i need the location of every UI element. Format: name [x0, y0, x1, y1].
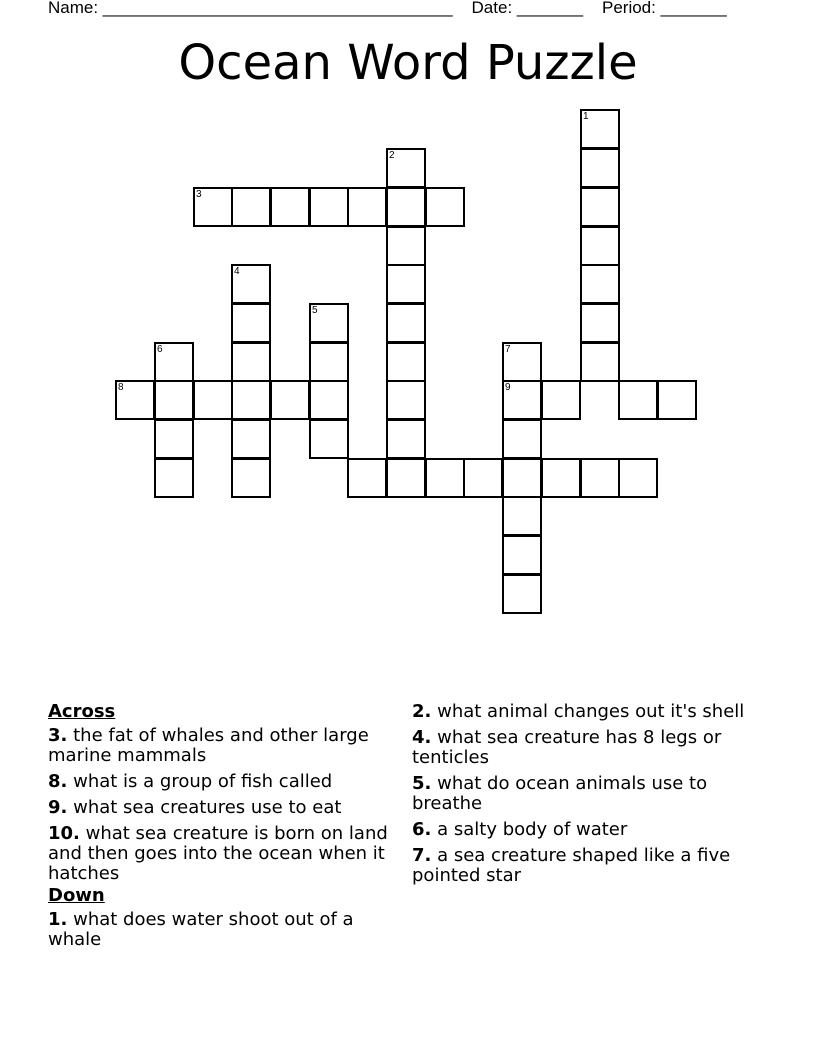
clue-number: 10.	[48, 823, 80, 844]
grid-cell[interactable]	[193, 187, 233, 227]
clues-column-right	[412, 702, 762, 892]
grid-cell[interactable]	[580, 264, 620, 304]
clue-number: 8.	[48, 771, 68, 792]
grid-cell[interactable]	[463, 458, 503, 498]
period-label: Period:	[601, 0, 661, 17]
name-label: Name:	[48, 0, 103, 17]
grid-cell[interactable]	[231, 303, 271, 343]
clue-across-9	[48, 798, 388, 818]
name-blank[interactable]: _____________________________________	[102, 0, 453, 17]
cell-number: 8	[118, 382, 124, 393]
grid-cell[interactable]	[502, 535, 542, 575]
grid-cell[interactable]	[231, 380, 271, 420]
cell-number: 9	[505, 382, 511, 393]
clue-down-1	[48, 910, 388, 950]
clue-down-4	[412, 728, 762, 768]
clue-across-3	[48, 726, 388, 766]
grid-cell[interactable]	[386, 264, 426, 304]
grid-cell[interactable]	[309, 380, 349, 420]
clue-down-5	[412, 774, 762, 814]
cell-number: 6	[157, 344, 163, 355]
across-heading: Across	[48, 701, 116, 722]
grid-cell[interactable]	[115, 380, 155, 420]
grid-cell[interactable]	[154, 342, 194, 382]
grid-cell[interactable]	[231, 187, 271, 227]
clue-number: 2.	[412, 701, 432, 722]
grid-cell[interactable]	[386, 380, 426, 420]
cell-number: 1	[583, 111, 589, 122]
clue-down-7	[412, 846, 762, 886]
clue-text: a sea creature shaped like a five pointed star	[412, 845, 731, 886]
grid-cell[interactable]	[580, 109, 620, 149]
clue-number: 1.	[48, 909, 68, 930]
grid-cell[interactable]	[193, 380, 233, 420]
grid-cell[interactable]	[502, 419, 542, 459]
clues-column-left	[48, 702, 388, 956]
clue-down-6	[412, 820, 762, 840]
grid-cell[interactable]	[657, 380, 697, 420]
grid-cell[interactable]	[386, 303, 426, 343]
grid-cell[interactable]	[270, 380, 310, 420]
grid-cell[interactable]	[502, 380, 542, 420]
grid-cell[interactable]	[580, 148, 620, 188]
grid-cell[interactable]	[309, 342, 349, 382]
grid-cell[interactable]	[309, 419, 349, 459]
clue-down-2	[412, 702, 762, 722]
grid-cell[interactable]	[347, 458, 387, 498]
grid-cell[interactable]	[580, 187, 620, 227]
grid-cell[interactable]	[347, 187, 387, 227]
clue-text: what do ocean animals use to breathe	[412, 773, 708, 814]
grid-cell[interactable]	[580, 226, 620, 266]
grid-cell[interactable]	[541, 380, 581, 420]
grid-cell[interactable]	[154, 380, 194, 420]
cell-number: 7	[505, 344, 511, 355]
period-blank[interactable]: _______	[660, 0, 727, 17]
grid-cell[interactable]	[154, 419, 194, 459]
clue-number: 4.	[412, 727, 432, 748]
cell-number: 4	[234, 266, 240, 277]
grid-cell[interactable]	[580, 303, 620, 343]
grid-cell[interactable]	[231, 458, 271, 498]
down-heading: Down	[48, 885, 105, 906]
grid-cell[interactable]	[425, 187, 465, 227]
cell-number: 2	[389, 150, 395, 161]
grid-cell[interactable]	[425, 458, 465, 498]
date-label: Date:	[471, 0, 517, 17]
grid-cell[interactable]	[618, 458, 658, 498]
grid-cell[interactable]	[541, 458, 581, 498]
grid-cell[interactable]	[386, 342, 426, 382]
grid-cell[interactable]	[502, 496, 542, 536]
clue-number: 7.	[412, 845, 432, 866]
clue-number: 9.	[48, 797, 68, 818]
grid-cell[interactable]	[231, 342, 271, 382]
grid-cell[interactable]	[231, 264, 271, 304]
grid-cell[interactable]	[386, 187, 426, 227]
clue-text: the fat of whales and other large marine mammals	[48, 725, 369, 766]
grid-cell[interactable]	[502, 458, 542, 498]
clue-number: 5.	[412, 773, 432, 794]
clue-text: a salty body of water	[431, 819, 628, 840]
grid-cell[interactable]	[270, 187, 310, 227]
grid-cell[interactable]	[386, 458, 426, 498]
clue-text: what animal changes out it's shell	[431, 701, 745, 722]
grid-cell[interactable]	[502, 574, 542, 614]
grid-cell[interactable]	[386, 226, 426, 266]
clue-number: 3.	[48, 725, 68, 746]
cell-number: 3	[196, 189, 202, 200]
clue-text: what does water shoot out of a whale	[48, 909, 354, 950]
grid-cell[interactable]	[309, 303, 349, 343]
grid-cell[interactable]	[154, 458, 194, 498]
grid-cell[interactable]	[309, 187, 349, 227]
clue-across-8	[48, 772, 388, 792]
grid-cell[interactable]	[580, 458, 620, 498]
clue-across-10	[48, 824, 388, 884]
clue-text: what sea creature is born on land and then goes into the ocean when it hatches	[48, 823, 388, 884]
clue-text: what is a group of fish called	[67, 771, 333, 792]
page-title: Ocean Word Puzzle	[178, 35, 638, 91]
grid-cell[interactable]	[502, 342, 542, 382]
grid-cell[interactable]	[580, 342, 620, 382]
clue-text: what sea creature has 8 legs or tenticles	[412, 727, 722, 768]
date-blank[interactable]: _______	[516, 0, 584, 17]
grid-cell[interactable]	[618, 380, 658, 420]
grid-cell[interactable]	[386, 419, 426, 459]
cell-number: 5	[312, 305, 318, 316]
clue-number: 6.	[412, 819, 432, 840]
grid-cell[interactable]	[231, 419, 271, 459]
grid-cell[interactable]	[386, 148, 426, 188]
clue-text: what sea creatures use to eat	[67, 797, 342, 818]
